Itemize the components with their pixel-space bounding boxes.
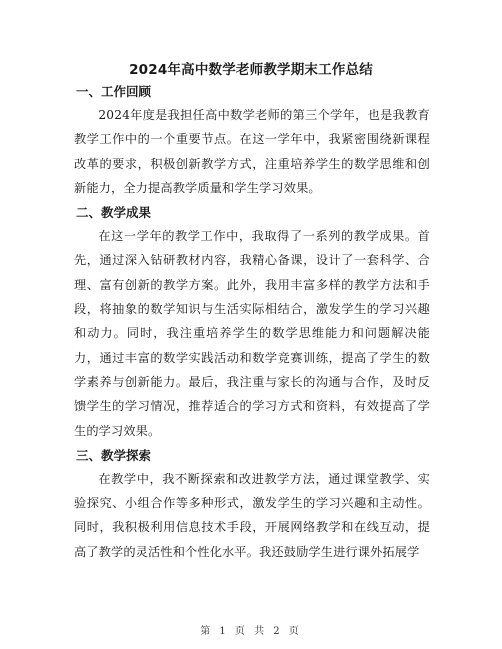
section-heading: 一、工作回顾	[76, 84, 152, 99]
section-heading: 三、教学探索	[76, 447, 152, 463]
section-teaching-results	[74, 202, 430, 443]
section-paragraph: 2024年度是我担任高中数学老师的第三个学年，也是我教育教学工作中的一个重要节点。在这一学年中，我紧密围绕新课程改革的要求，积极创新教学方式，注重培养学生的数学思维和创新能力，全力提高教学质量和学生学习效果。	[74, 108, 430, 195]
section-teaching-exploration	[74, 445, 430, 564]
section-paragraph: 在教学中，我不断探索和改进教学方法，通过课堂教学、实验探究、小组合作等多种形式，激发学生的学习兴趣和主动性。同时，我积极利用信息技术手段，开展网络教学和在线互动，提高了教学的灵活性和个性化水平。我还鼓励学生进行课外拓展学	[74, 471, 430, 559]
document-body	[74, 81, 430, 564]
document-title: 2024年高中数学老师教学期末工作总结	[129, 62, 373, 78]
section-paragraph: 在这一学年的教学工作中，我取得了一系列的教学成果。首先，通过深入钻研教材内容，我精心备课，设计了一套科学、合理、富有创新的教学方案。此外，我用丰富多样的教学方法和手段，将抽象的数学知识与生活实际相结合，激发学生的学习兴趣和动力。同时，我注重培养学生的数学思维能力和问题解决能力，通过丰富的数学实践活动和数学竞赛训练，提高了学生的数学素养与创新能力。最后，我注重与家长的沟通与合作，及时反馈学生的学习情况，推荐适合的学习方式和资料，有效提高了学生的学习效果。	[74, 229, 430, 438]
page-number-footer: 第 1 页 共 2 页	[200, 626, 302, 637]
section-heading: 二、教学成果	[76, 205, 152, 221]
section-work-review	[74, 81, 430, 200]
